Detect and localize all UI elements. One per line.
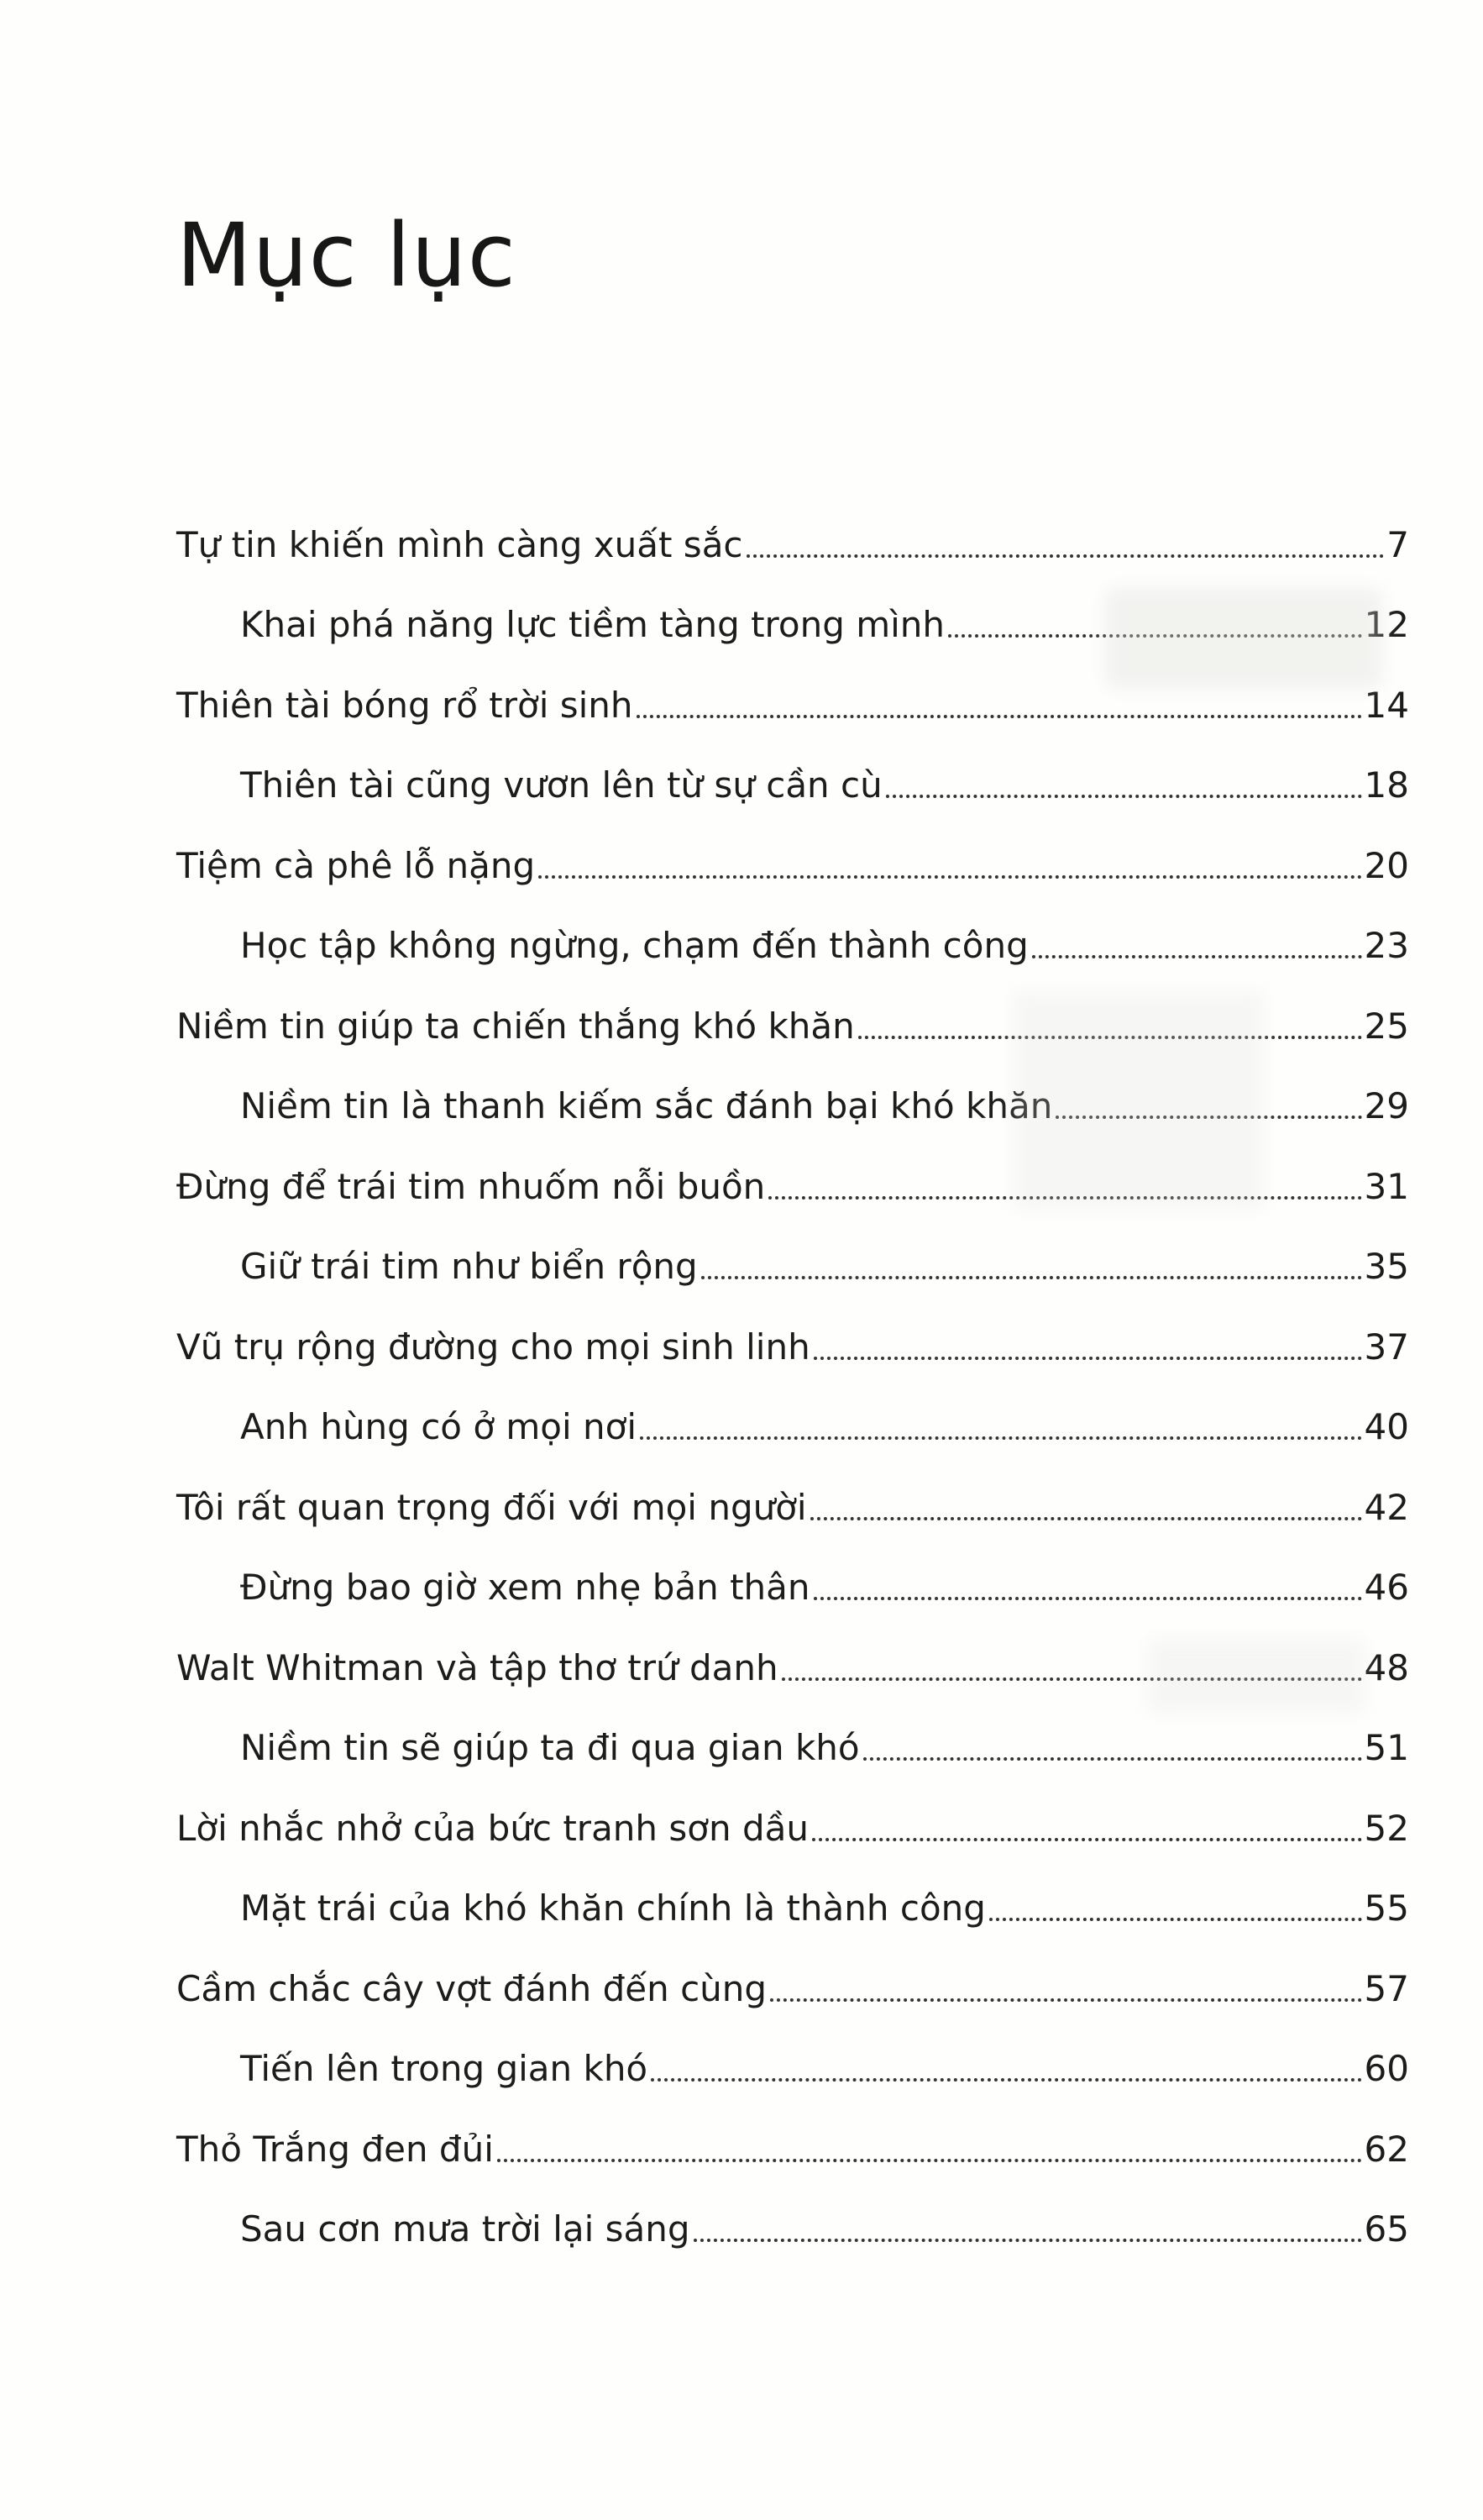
toc-entry <box>176 1849 1409 1929</box>
toc-entry <box>176 1528 1409 1609</box>
toc-entry-label: Lời nhắc nhở của bức tranh sơn dầu <box>176 1807 809 1849</box>
toc-entry-page-number: 52 <box>1364 1807 1409 1849</box>
toc-entry <box>176 966 1409 1047</box>
toc-entry-label: Sau cơn mưa trời lại sáng <box>240 2208 690 2250</box>
toc-entry <box>176 1287 1409 1368</box>
toc-entry-page-number: 37 <box>1364 1326 1409 1368</box>
toc-entry <box>176 1608 1409 1688</box>
dotted-leader <box>948 634 1362 638</box>
dotted-leader <box>637 715 1362 718</box>
toc-entry-label: Thỏ Trắng đen đủi <box>176 2128 494 2170</box>
toc-entry-page-number: 62 <box>1364 2128 1409 2170</box>
toc-entry <box>176 1368 1409 1448</box>
dotted-leader <box>886 795 1362 798</box>
toc-entry-page-number: 35 <box>1364 1246 1409 1288</box>
toc-entry <box>176 886 1409 967</box>
toc-entry-page-number: 42 <box>1364 1486 1409 1528</box>
toc-entry-page-number: 40 <box>1364 1406 1409 1448</box>
toc-entry-page-number: 18 <box>1364 764 1409 806</box>
toc-entry <box>176 806 1409 886</box>
toc-entry-label: Tự tin khiến mình càng xuất sắc <box>176 523 743 565</box>
toc-entry-label: Thiên tài cũng vươn lên từ sự cần cù <box>240 764 883 806</box>
dotted-leader <box>747 554 1385 558</box>
toc-entry-label: Vũ trụ rộng đường cho mọi sinh linh <box>176 1326 810 1368</box>
toc-entry <box>176 2089 1409 2170</box>
dotted-leader <box>812 1838 1362 1841</box>
dotted-leader <box>538 875 1361 879</box>
dotted-leader <box>858 1036 1362 1039</box>
toc-entry-page-number: 55 <box>1364 1887 1409 1929</box>
dotted-leader <box>810 1517 1362 1520</box>
toc-entry <box>176 726 1409 806</box>
toc-entry-label: Anh hùng có ở mọi nơi <box>240 1406 637 1448</box>
toc-entry-page-number: 46 <box>1364 1567 1409 1609</box>
dotted-leader <box>782 1677 1362 1681</box>
toc-entry-label: Thiên tài bóng rổ trời sinh <box>176 684 633 726</box>
toc-entry-label: Đừng để trái tim nhuốm nỗi buồn <box>176 1165 766 1207</box>
toc-entry-label: Mặt trái của khó khăn chính là thành công <box>240 1887 986 1929</box>
dotted-leader <box>701 1276 1362 1279</box>
dotted-leader <box>989 1918 1362 1921</box>
dotted-leader <box>770 1998 1361 2002</box>
toc-entry <box>176 565 1409 646</box>
dotted-leader <box>497 2159 1362 2162</box>
dotted-leader <box>694 2239 1362 2242</box>
page-title: Mục lục <box>176 204 516 307</box>
toc-list <box>176 485 1409 2250</box>
toc-entry-page-number: 14 <box>1364 684 1409 726</box>
toc-entry <box>176 2170 1409 2250</box>
toc-entry <box>176 1688 1409 1769</box>
toc-entry-page-number: 57 <box>1364 1967 1409 2009</box>
toc-entry <box>176 1047 1409 1127</box>
toc-entry <box>176 645 1409 726</box>
toc-entry-label: Tiệm cà phê lỗ nặng <box>176 844 536 886</box>
toc-entry-page-number: 51 <box>1364 1727 1409 1769</box>
dotted-leader <box>768 1196 1361 1200</box>
toc-entry-page-number: 31 <box>1364 1165 1409 1207</box>
toc-entry-label: Tiến lên trong gian khó <box>240 2048 648 2090</box>
toc-entry-page-number: 65 <box>1364 2208 1409 2250</box>
toc-entry-label: Cầm chắc cây vợt đánh đến cùng <box>176 1967 768 2009</box>
dotted-leader <box>814 1597 1362 1600</box>
dotted-leader <box>814 1357 1362 1360</box>
toc-entry-page-number: 7 <box>1386 523 1409 565</box>
toc-entry-label: Niềm tin giúp ta chiến thắng khó khăn <box>176 1005 855 1047</box>
toc-entry <box>176 2009 1409 2090</box>
toc-entry-label: Tôi rất quan trọng đối với mọi người <box>176 1486 807 1528</box>
toc-entry-page-number: 23 <box>1364 925 1409 967</box>
toc-entry-label: Học tập không ngừng, chạm đến thành công <box>240 925 1029 967</box>
dotted-leader <box>863 1757 1362 1761</box>
toc-entry-page-number: 48 <box>1364 1646 1409 1688</box>
dotted-leader <box>1056 1116 1361 1119</box>
toc-entry-label: Niềm tin là thanh kiếm sắc đánh bại khó khăn <box>240 1085 1053 1127</box>
toc-entry-label: Khai phá năng lực tiềm tàng trong mình <box>240 604 946 646</box>
toc-entry <box>176 1768 1409 1849</box>
toc-entry <box>176 485 1409 565</box>
toc-entry-page-number: 20 <box>1364 844 1409 886</box>
toc-entry-label: Đừng bao giờ xem nhẹ bản thân <box>240 1567 810 1609</box>
toc-entry-page-number: 25 <box>1364 1005 1409 1047</box>
toc-entry <box>176 1447 1409 1528</box>
dotted-leader <box>651 2078 1361 2082</box>
dotted-leader <box>640 1436 1362 1440</box>
toc-entry <box>176 1126 1409 1207</box>
toc-entry-page-number: 12 <box>1364 604 1409 646</box>
toc-entry <box>176 1929 1409 2009</box>
toc-entry-page-number: 60 <box>1364 2048 1409 2090</box>
toc-entry-label: Giữ trái tim như biển rộng <box>240 1246 698 1288</box>
toc-entry-label: Walt Whitman và tập thơ trứ danh <box>176 1646 778 1688</box>
toc-entry <box>176 1207 1409 1288</box>
toc-entry-label: Niềm tin sẽ giúp ta đi qua gian khó <box>240 1727 860 1769</box>
dotted-leader <box>1032 955 1362 958</box>
toc-entry-page-number: 29 <box>1364 1085 1409 1127</box>
